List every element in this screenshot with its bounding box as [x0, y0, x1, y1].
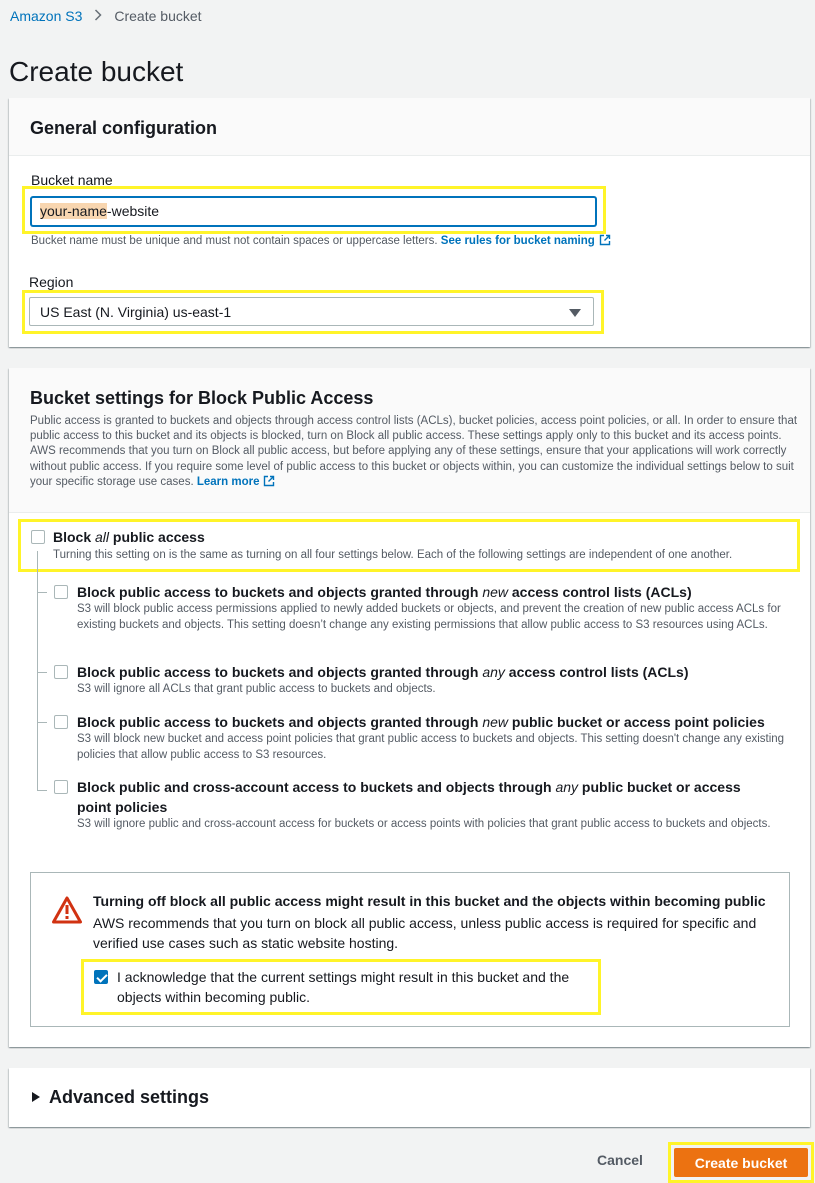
warning-title: Turning off block all public access might result in this bucket and the objects within becoming public	[93, 893, 766, 909]
public-access-warning	[30, 872, 790, 1027]
option-title-em: any	[555, 779, 579, 795]
bucket-name-label: Bucket name	[31, 172, 113, 188]
block-new-acls-description: S3 will block public access permissions applied to newly added buckets or objects, and prevent the creation of new public access ACLs for existing buckets and objects. This setting doesn’t change any existing permissions that allow public access to S3 resources using ACLs.	[77, 603, 781, 631]
block-public-access-description	[30, 414, 800, 492]
bucket-name-hint	[31, 234, 611, 249]
caret-right-icon	[32, 1092, 40, 1102]
block-all-description: Turning this setting on is the same as turning on all four settings below. Each of the following settings are independent of one another.	[53, 549, 733, 561]
bucket-name-input[interactable]	[31, 197, 596, 226]
block-new-acls-checkbox[interactable]	[54, 585, 68, 599]
block-all-title	[53, 527, 205, 547]
learn-more-label: Learn more	[196, 475, 260, 488]
general-configuration-heading: General configuration	[30, 118, 218, 138]
cancel-button[interactable]: Cancel	[585, 1152, 655, 1168]
option-title-em: any	[482, 664, 505, 680]
block-any-acls-checkbox[interactable]	[54, 665, 68, 679]
tree-branch	[37, 592, 47, 593]
block-public-access-panel	[9, 368, 810, 1047]
caret-down-icon	[569, 309, 581, 317]
block-all-title-em: all	[95, 529, 110, 545]
bucket-name-hint-text: Bucket name must be unique and must not contain spaces or uppercase letters.	[31, 235, 438, 247]
create-bucket-button[interactable]: Create bucket	[674, 1148, 808, 1177]
external-link-icon	[599, 234, 611, 249]
region-select[interactable]	[29, 297, 594, 326]
block-new-policies-description: S3 will block new bucket and access point policies that grant public access to buckets and objects. This setting doesn't change any existing policies that allow public access to S3 resources.	[77, 733, 785, 761]
advanced-settings-panel[interactable]	[9, 1068, 810, 1127]
warning-body: AWS recommends that you turn on block all public access, unless public access is required for specific and verified use cases such as static website hosting.	[93, 915, 757, 951]
option-title-pre: Block public access to buckets and objects granted through	[77, 714, 483, 730]
breadcrumb	[10, 8, 202, 24]
chevron-right-icon	[94, 9, 102, 24]
general-configuration-panel	[9, 98, 810, 347]
block-cross-account-checkbox[interactable]	[54, 780, 68, 794]
tree-branch	[37, 672, 47, 673]
warning-icon	[52, 896, 82, 929]
panel-header	[9, 368, 810, 513]
option-title-post: access control lists (ACLs)	[508, 584, 692, 600]
block-cross-account-description: S3 will ignore public and cross-account access for buckets or access points with policies that grant public access to buckets and objects.	[77, 818, 771, 830]
tree-branch	[37, 790, 47, 791]
acknowledge-checkbox[interactable]	[94, 970, 108, 984]
block-public-access-heading: Bucket settings for Block Public Access	[30, 388, 374, 408]
option-title-em: new	[482, 714, 508, 730]
block-all-title-post: public access	[109, 529, 205, 545]
block-any-acls-title	[77, 662, 689, 682]
option-title-post: access control lists (ACLs)	[504, 664, 689, 680]
acknowledge-text: I acknowledge that the current settings might result in this bucket and the objects within becoming public.	[117, 969, 570, 1005]
tree-line	[37, 551, 38, 791]
breadcrumb-current: Create bucket	[114, 8, 202, 24]
block-all-title-pre: Block	[53, 529, 96, 545]
block-all-checkbox[interactable]	[31, 530, 45, 544]
bucket-naming-rules-label: See rules for bucket naming	[440, 235, 595, 247]
learn-more-link[interactable]	[197, 476, 276, 488]
breadcrumb-amazon-s3-link[interactable]: Amazon S3	[10, 8, 83, 24]
region-label: Region	[29, 274, 74, 290]
block-description-text: Public access is granted to buckets and objects through access control lists (ACLs), bucket policies, access point policies, or all. In order to ensure that public access to this bucket and its objects is blocked, turn on Block all public access. These settings apply only to this bucket and its access points. AWS recommends that you turn on Block all public access, but before applying any of these settings, ensure that your applications will work correctly without public access. If you require some level of public access to this bucket or objects within, you can customize the individual settings below to suit your specific storage use cases.	[30, 415, 798, 488]
block-any-acls-description: S3 will ignore all ACLs that grant public access to buckets and objects.	[77, 683, 436, 695]
advanced-settings-title: Advanced settings	[49, 1087, 210, 1107]
panel-header	[9, 98, 810, 156]
page-title: Create bucket	[9, 56, 184, 87]
tree-branch	[37, 722, 47, 723]
option-title-pre: Block public access to buckets and objects granted through	[77, 584, 483, 600]
option-title-post: public bucket or access point policies	[77, 779, 741, 815]
bucket-name-rest-text: -website	[106, 203, 160, 219]
external-link-icon	[263, 475, 275, 492]
region-select-value: US East (N. Virginia) us-east-1	[40, 304, 232, 320]
option-title-em: new	[482, 584, 508, 600]
option-title-post: public bucket or access point policies	[508, 714, 765, 730]
option-title-pre: Block public and cross-account access to buckets and objects through	[77, 779, 556, 795]
bucket-naming-rules-link[interactable]	[441, 235, 611, 247]
bucket-name-highlighted-text: your-name	[40, 203, 107, 219]
acknowledge-highlight	[84, 962, 598, 1012]
option-title-pre: Block public access to buckets and objects granted through	[77, 664, 483, 680]
block-new-policies-checkbox[interactable]	[54, 715, 68, 729]
block-new-policies-title	[77, 712, 765, 732]
block-cross-account-title	[77, 777, 777, 817]
block-new-acls-title	[77, 582, 692, 602]
